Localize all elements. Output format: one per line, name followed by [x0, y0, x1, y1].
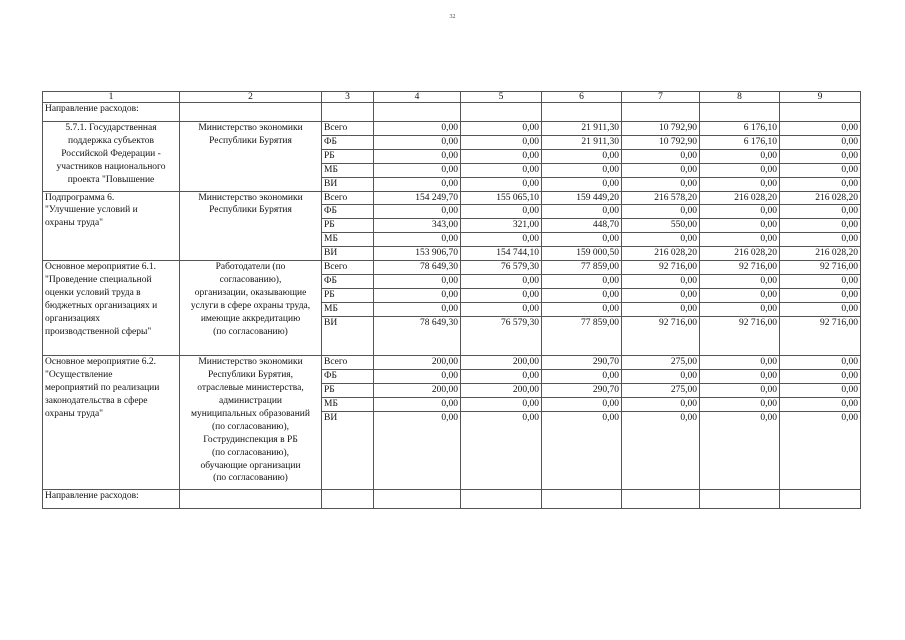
amount-cell: 0,00: [542, 412, 622, 490]
amount-cell: 0,00: [461, 205, 542, 219]
measure-name-line: "Осуществление: [45, 370, 113, 381]
amount-cell: 0,00: [461, 302, 542, 316]
amount-cell: 275,00: [622, 384, 700, 398]
amount-cell: 92 716,00: [622, 261, 700, 275]
executor: [180, 261, 322, 356]
executor: [180, 122, 322, 192]
amount-cell: 0,00: [700, 233, 780, 247]
funding-source: РБ: [322, 149, 374, 163]
amount-cell: 21 911,30: [542, 135, 622, 149]
funding-source: Всего: [322, 122, 374, 136]
amount-cell: 343,00: [374, 219, 461, 233]
column-number: 7: [622, 92, 700, 103]
amount-cell: 0,00: [374, 370, 461, 384]
amount-cell: 0,00: [622, 149, 700, 163]
funding-source: РБ: [322, 219, 374, 233]
amount-cell: 0,00: [780, 177, 861, 191]
amount-cell: 0,00: [780, 274, 861, 288]
amount-cell: 10 792,90: [622, 135, 700, 149]
amount-cell: 0,00: [374, 233, 461, 247]
amount-cell: 76 579,30: [461, 316, 542, 356]
column-number: 8: [700, 92, 780, 103]
funding-source: РБ: [322, 288, 374, 302]
amount-cell: 216 578,20: [622, 191, 700, 205]
amount-cell: 0,00: [700, 177, 780, 191]
executor-line: (по согласованию),: [211, 447, 290, 458]
amount-cell: 0,00: [374, 177, 461, 191]
amount-cell: 0,00: [780, 302, 861, 316]
table-row: [43, 356, 861, 370]
amount-cell: 275,00: [622, 356, 700, 370]
amount-cell: 0,00: [780, 370, 861, 384]
column-number: 5: [461, 92, 542, 103]
amount-cell: 0,00: [780, 233, 861, 247]
measure-name-line: законодательства в сфере: [45, 396, 148, 407]
column-number: 4: [374, 92, 461, 103]
measure-name-line: производственной сферы": [45, 326, 152, 337]
amount-cell: 92 716,00: [622, 316, 700, 356]
budget-table: [42, 91, 861, 509]
funding-source: МБ: [322, 233, 374, 247]
section-label-row: [43, 103, 861, 122]
amount-cell: 0,00: [700, 274, 780, 288]
executor: [180, 356, 322, 490]
column-number: 3: [322, 92, 374, 103]
amount-cell: 0,00: [542, 205, 622, 219]
amount-cell: 159 449,20: [542, 191, 622, 205]
empty-cell: [374, 103, 461, 122]
column-number: 2: [180, 92, 322, 103]
amount-cell: 0,00: [374, 149, 461, 163]
amount-cell: 448,70: [542, 219, 622, 233]
funding-source: ВИ: [322, 247, 374, 261]
amount-cell: 0,00: [622, 398, 700, 412]
amount-cell: 200,00: [461, 356, 542, 370]
empty-cell: [780, 103, 861, 122]
executor-line: (по согласованию): [213, 326, 288, 337]
amount-cell: 0,00: [780, 122, 861, 136]
amount-cell: 290,70: [542, 356, 622, 370]
amount-cell: 0,00: [461, 370, 542, 384]
amount-cell: 0,00: [700, 398, 780, 412]
column-number: 6: [542, 92, 622, 103]
amount-cell: 200,00: [374, 384, 461, 398]
measure-name: [43, 191, 180, 261]
amount-cell: 0,00: [374, 412, 461, 490]
amount-cell: 0,00: [700, 163, 780, 177]
column-number: 1: [43, 92, 180, 103]
executor-line: (по согласованию),: [211, 421, 290, 432]
amount-cell: 0,00: [622, 288, 700, 302]
amount-cell: 153 906,70: [374, 247, 461, 261]
measure-name-line: поддержка субъектов: [67, 135, 154, 146]
amount-cell: 0,00: [780, 356, 861, 370]
amount-cell: 290,70: [542, 384, 622, 398]
amount-cell: 0,00: [461, 274, 542, 288]
empty-cell: [180, 103, 322, 122]
measure-name: [43, 261, 180, 356]
amount-cell: 0,00: [780, 205, 861, 219]
table-row: [43, 261, 861, 275]
amount-cell: 78 649,30: [374, 316, 461, 356]
measure-name-line: мероприятий по реализации: [45, 383, 160, 394]
empty-cell: [374, 490, 461, 509]
amount-cell: 200,00: [461, 384, 542, 398]
funding-source: ФБ: [322, 274, 374, 288]
amount-cell: 0,00: [542, 370, 622, 384]
measure-name-line: Российской Федерации -: [61, 148, 161, 159]
executor-line: (по согласованию): [213, 473, 288, 484]
funding-source: ВИ: [322, 412, 374, 490]
executor-line: услуги в сфере охраны труда,: [190, 300, 311, 311]
executor-line: Республики Бурятия,: [207, 370, 294, 381]
amount-cell: 0,00: [622, 274, 700, 288]
amount-cell: 0,00: [542, 233, 622, 247]
amount-cell: 0,00: [780, 219, 861, 233]
amount-cell: 0,00: [700, 302, 780, 316]
amount-cell: 0,00: [542, 288, 622, 302]
funding-source: МБ: [322, 302, 374, 316]
amount-cell: 0,00: [374, 302, 461, 316]
executor-line: Министерство экономики: [198, 123, 303, 133]
measure-name: [43, 356, 180, 490]
amount-cell: 0,00: [700, 288, 780, 302]
amount-cell: 0,00: [780, 398, 861, 412]
amount-cell: 0,00: [780, 412, 861, 490]
empty-cell: [542, 490, 622, 509]
amount-cell: 21 911,30: [542, 122, 622, 136]
amount-cell: 77 859,00: [542, 316, 622, 356]
amount-cell: 200,00: [374, 356, 461, 370]
empty-cell: [461, 490, 542, 509]
page-number: 32: [449, 14, 456, 20]
amount-cell: 0,00: [622, 412, 700, 490]
empty-cell: [322, 103, 374, 122]
amount-cell: 0,00: [622, 370, 700, 384]
executor-line: имеющие аккредитацию: [200, 313, 301, 324]
amount-cell: 78 649,30: [374, 261, 461, 275]
amount-cell: 0,00: [374, 274, 461, 288]
table-row: [43, 191, 861, 205]
funding-source: РБ: [322, 384, 374, 398]
funding-source: ФБ: [322, 370, 374, 384]
empty-cell: [622, 103, 700, 122]
column-number-row: [43, 92, 861, 103]
amount-cell: 92 716,00: [780, 316, 861, 356]
amount-cell: 0,00: [622, 205, 700, 219]
amount-cell: 0,00: [461, 122, 542, 136]
amount-cell: 92 716,00: [780, 261, 861, 275]
amount-cell: 0,00: [622, 302, 700, 316]
funding-source: Всего: [322, 261, 374, 275]
amount-cell: 154 744,10: [461, 247, 542, 261]
amount-cell: 0,00: [374, 205, 461, 219]
footer-section-label-row: [43, 490, 861, 509]
amount-cell: 216 028,20: [780, 247, 861, 261]
measure-name-line: "Улучшение условий и: [45, 205, 138, 216]
amount-cell: 216 028,20: [622, 247, 700, 261]
amount-cell: 0,00: [374, 163, 461, 177]
amount-cell: 0,00: [461, 288, 542, 302]
executor-line: муниципальных образований: [191, 408, 310, 419]
amount-cell: 550,00: [622, 219, 700, 233]
amount-cell: 0,00: [700, 370, 780, 384]
amount-cell: 0,00: [461, 233, 542, 247]
measure-name-line: организациях: [45, 313, 101, 324]
executor-line: Республики Бурятия: [209, 135, 292, 146]
measure-name: [43, 122, 180, 192]
empty-cell: [542, 103, 622, 122]
executor-line: Министерство экономики: [198, 357, 303, 368]
section-label: Направление расходов:: [43, 103, 180, 122]
amount-cell: 0,00: [374, 398, 461, 412]
empty-cell: [461, 103, 542, 122]
amount-cell: 0,00: [374, 122, 461, 136]
amount-cell: 0,00: [780, 384, 861, 398]
amount-cell: 0,00: [542, 302, 622, 316]
amount-cell: 0,00: [542, 274, 622, 288]
amount-cell: 77 859,00: [542, 261, 622, 275]
executor-line: Работодатели (по: [215, 262, 286, 273]
amount-cell: 0,00: [700, 356, 780, 370]
empty-cell: [622, 490, 700, 509]
measure-name-line: проекта "Повышение: [67, 174, 155, 185]
funding-source: МБ: [322, 163, 374, 177]
measure-name-line: оценки условий труда в: [45, 287, 141, 298]
amount-cell: 92 716,00: [700, 316, 780, 356]
amount-cell: 0,00: [780, 135, 861, 149]
amount-cell: 0,00: [542, 163, 622, 177]
measure-name-line: Основное мероприятие 6.1.: [45, 262, 157, 273]
executor-line: Гострудинспекция в РБ: [203, 434, 298, 445]
measure-name-line: охраны труда": [45, 408, 104, 419]
amount-cell: 0,00: [542, 177, 622, 191]
amount-cell: 216 028,20: [780, 191, 861, 205]
amount-cell: 0,00: [542, 149, 622, 163]
measure-name-line: 5.7.1. Государственная: [65, 123, 157, 133]
amount-cell: 0,00: [461, 149, 542, 163]
amount-cell: 0,00: [461, 412, 542, 490]
amount-cell: 0,00: [461, 135, 542, 149]
amount-cell: 216 028,20: [700, 191, 780, 205]
executor-line: организации, оказывающие: [194, 287, 307, 298]
amount-cell: 10 792,90: [622, 122, 700, 136]
amount-cell: 0,00: [700, 149, 780, 163]
funding-source: ВИ: [322, 177, 374, 191]
empty-cell: [700, 103, 780, 122]
executor-line: обучающие организации: [200, 460, 301, 471]
funding-source: ФБ: [322, 135, 374, 149]
amount-cell: 0,00: [461, 163, 542, 177]
table-row: [43, 122, 861, 136]
executor-line: Министерство экономики: [198, 192, 303, 203]
measure-name-line: Основное мероприятие 6.2.: [45, 357, 157, 368]
amount-cell: 216 028,20: [700, 247, 780, 261]
amount-cell: 154 249,70: [374, 191, 461, 205]
amount-cell: 0,00: [780, 288, 861, 302]
amount-cell: 0,00: [780, 163, 861, 177]
amount-cell: 0,00: [700, 219, 780, 233]
executor-line: согласованию),: [219, 274, 282, 285]
measure-name-line: участников национального: [56, 161, 166, 172]
amount-cell: 6 176,10: [700, 135, 780, 149]
amount-cell: 0,00: [700, 205, 780, 219]
executor-line: Республики Бурятия: [209, 205, 292, 216]
amount-cell: 0,00: [700, 384, 780, 398]
empty-cell: [780, 490, 861, 509]
funding-source: МБ: [322, 398, 374, 412]
column-number: 9: [780, 92, 861, 103]
empty-cell: [322, 490, 374, 509]
amount-cell: 0,00: [622, 163, 700, 177]
amount-cell: 92 716,00: [700, 261, 780, 275]
amount-cell: 6 176,10: [700, 122, 780, 136]
amount-cell: 0,00: [542, 398, 622, 412]
amount-cell: 0,00: [461, 177, 542, 191]
executor-line: отраслевые министерства,: [197, 383, 304, 394]
funding-source: Всего: [322, 191, 374, 205]
funding-source: ФБ: [322, 205, 374, 219]
amount-cell: 0,00: [374, 288, 461, 302]
funding-source: ВИ: [322, 316, 374, 356]
amount-cell: 0,00: [461, 398, 542, 412]
measure-name-line: бюджетных организациях и: [45, 300, 158, 311]
amount-cell: 321,00: [461, 219, 542, 233]
amount-cell: 0,00: [700, 412, 780, 490]
amount-cell: 0,00: [374, 135, 461, 149]
executor-line: администрации: [218, 396, 283, 407]
executor: [180, 191, 322, 261]
funding-source: Всего: [322, 356, 374, 370]
amount-cell: 155 065,10: [461, 191, 542, 205]
measure-name-line: "Проведение специальной: [45, 274, 152, 285]
amount-cell: 76 579,30: [461, 261, 542, 275]
empty-cell: [700, 490, 780, 509]
amount-cell: 0,00: [622, 233, 700, 247]
empty-cell: [180, 490, 322, 509]
amount-cell: 159 000,50: [542, 247, 622, 261]
amount-cell: 0,00: [622, 177, 700, 191]
measure-name-line: Подпрограмма 6.: [45, 192, 115, 203]
footer-section-label: Направление расходов:: [43, 490, 180, 509]
measure-name-line: охраны труда": [45, 218, 104, 229]
amount-cell: 0,00: [780, 149, 861, 163]
